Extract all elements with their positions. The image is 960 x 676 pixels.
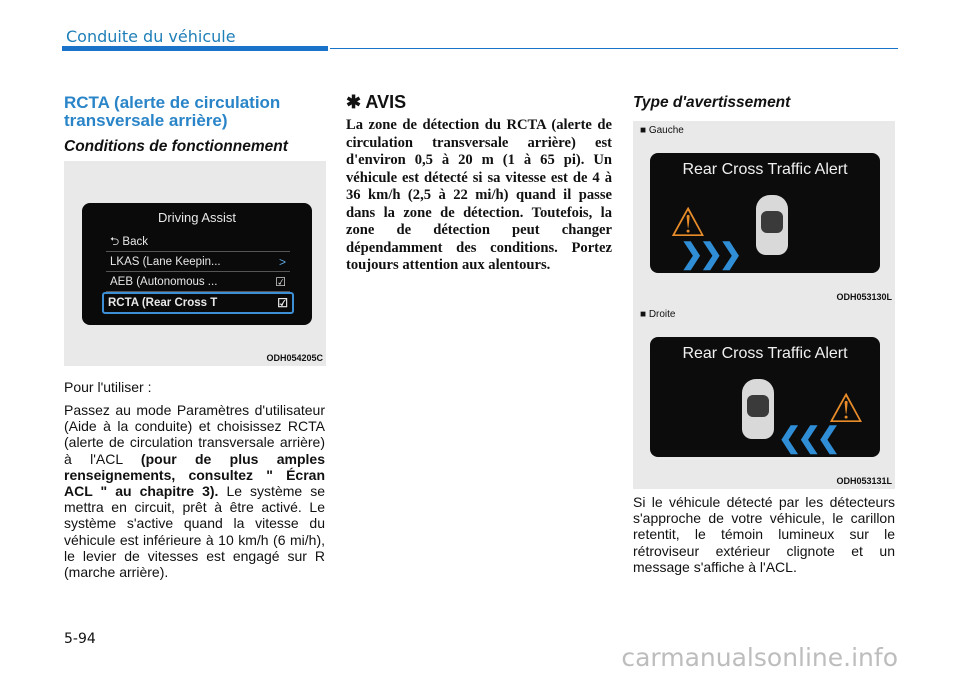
watermark: carmanualsonline.info bbox=[621, 643, 898, 672]
usage-intro: Pour l'utiliser : bbox=[64, 379, 152, 395]
figure-code: ODH054205C bbox=[266, 353, 323, 363]
usage-text-bold: (pour de plus amples renseignements, consultez " Écran ACL " au chapitre 3). bbox=[64, 450, 325, 500]
left-label: ■ Gauche bbox=[640, 125, 684, 136]
right-alert-figure bbox=[633, 305, 895, 489]
menu-item-label: AEB (Autonomous ... bbox=[110, 276, 218, 288]
checkbox-checked-icon: ☑ bbox=[277, 296, 288, 310]
menu-item-rcta bbox=[102, 292, 294, 314]
warning-triangle-icon: ⚠ bbox=[828, 387, 864, 431]
right-label: ■ Droite bbox=[640, 309, 676, 320]
left-alert-figure bbox=[633, 121, 895, 305]
menu-item-lkas bbox=[106, 253, 290, 272]
alert-title: Rear Cross Traffic Alert bbox=[682, 345, 848, 362]
notice-title: ✱ AVIS bbox=[346, 92, 407, 112]
header-rule-thick bbox=[62, 46, 328, 51]
chevron-right-icon: > bbox=[278, 255, 286, 269]
alert-title: Rear Cross Traffic Alert bbox=[682, 161, 848, 178]
chapter-title: Conduite du véhicule bbox=[66, 27, 236, 46]
figure-code: ODH053131L bbox=[836, 476, 892, 486]
header-rule-thin bbox=[330, 48, 898, 49]
alert-screen-right bbox=[650, 337, 880, 457]
cluster-screen bbox=[82, 203, 312, 325]
car-icon bbox=[756, 195, 788, 255]
conditions-subtitle: Conditions de fonctionnement bbox=[64, 138, 288, 155]
menu-item-back bbox=[106, 233, 290, 252]
warning-triangle-icon: ⚠ bbox=[670, 201, 706, 245]
screen-title: Driving Assist bbox=[157, 210, 237, 225]
page-number: 5-94 bbox=[64, 631, 96, 647]
warning-paragraph: Si le véhicule détecté par les détecteurs s'approche de votre véhicule, le carillon retentit, le témoin lumineux sur le rétroviseur extérieur clignote et un message s'affiche à l'ACL. bbox=[633, 494, 895, 575]
section-title: RCTA (alerte de circulation transversale arrière) bbox=[64, 93, 281, 130]
arrow-right-icon: ❯❯❯ bbox=[680, 238, 739, 269]
usage-text-b: Le système se mettra en circuit, prêt à être activé. Le système s'active quand la vitesse du véhicule est inférieure à 10 km/h (6 mi/h), le levier de vitesses est engagé sur R (marche arrière). bbox=[64, 483, 325, 581]
menu-item-label: ⮌ Back bbox=[110, 236, 148, 248]
menu-item-label: RCTA (Rear Cross T bbox=[108, 297, 218, 309]
usage-text-a: Passez au mode Paramètres d'utilisateur (Aide à la conduite) et choisissez RCTA (alerte de circulation transversale arrière) à l'ACL bbox=[64, 402, 325, 467]
driving-assist-figure bbox=[64, 161, 326, 366]
arrow-left-icon: ❮❮❮ bbox=[778, 422, 837, 453]
car-icon bbox=[742, 379, 774, 439]
alert-screen-left bbox=[650, 153, 880, 273]
notice-text: La zone de détection du RCTA (alerte de circulation transversale arrière) est d'environ 0,5 à 20 m (1 à 65 pi). Un véhicule est détecté si sa vitesse est de 4 à 36 km/h (2,5 à 22 mi/h) quand il passe dans la zone de détection. Toutefois, la zone de détection peut changer dépendamment des conditions. Portez toujours attention aux alentours. bbox=[346, 117, 612, 273]
usage-paragraph bbox=[64, 402, 325, 580]
menu-item-label: LKAS (Lane Keepin... bbox=[110, 256, 221, 268]
warning-type-subtitle: Type d'avertissement bbox=[633, 94, 791, 111]
menu-item-aeb bbox=[106, 273, 290, 292]
checkbox-checked-icon: ☑ bbox=[275, 275, 286, 289]
figure-code: ODH053130L bbox=[836, 292, 892, 302]
